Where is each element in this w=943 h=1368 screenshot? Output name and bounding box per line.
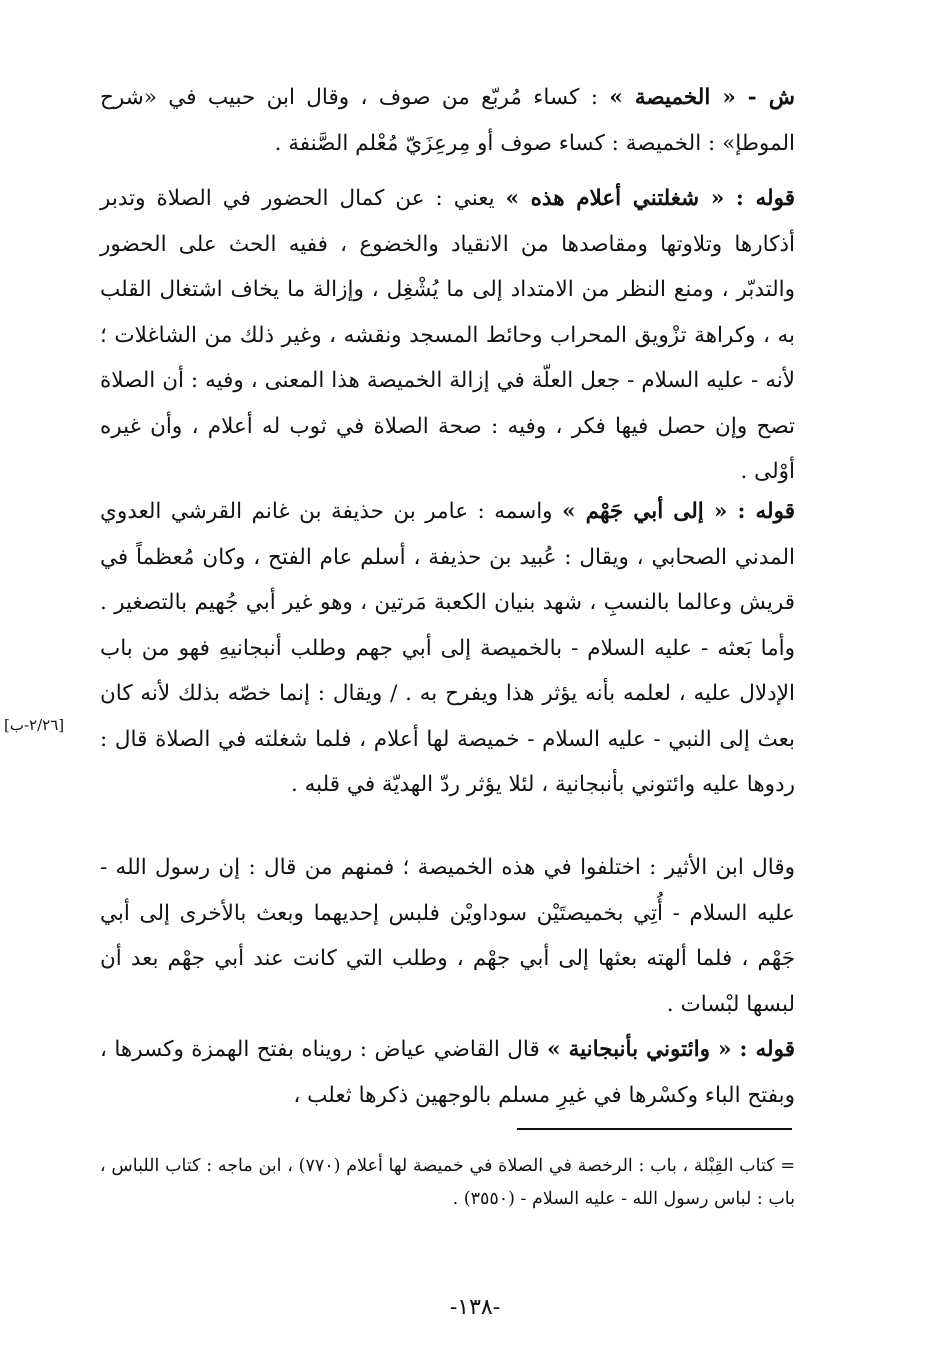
paragraph-text: وقال ابن الأثير : اختلفوا في هذه الخميصة ؛ فمنهم من قال : إن رسول الله - عليه السلام - أُتِي بخميصتَيْن سوداويْن فلبس إحديهما وبعث بالأخرى إلى أبي جَهْم ، فلما ألهته بعثها إلى أبي جهْم ، وطلب التي كانت عند أبي جهْم بعد أن لبسها لبْسات . bbox=[100, 855, 795, 1017]
paragraph-anbijaniyya bbox=[100, 1027, 795, 1118]
paragraph-text: يعني : عن كمال الحضور في الصلاة وتدبر أذكارها وتلاوتها ومقاصدها من الانقياد والخضوع ، ففيه الحث على الحضور والتدبّر ، ومنع النظر من الامتداد إلى ما يُشْغِل ، وإزالة ما يخاف اشتغال القلب به ، وكراهة تزْويق المحراب وحائط المسجد ونقشه ، وغير ذلك من الشاغلات ؛ لأنه - عليه السلام - جعل العلّة في إزالة الخميصة هذا المعنى ، وفيه : أن الصلاة تصح وإن حصل فيها فكر ، وفيه : صحة الصلاة في ثوب له أعلام ، وأن غيره أوْلى . bbox=[100, 186, 795, 484]
paragraph-abi-jahm bbox=[100, 489, 795, 808]
paragraph-lead: ش - « الخميصة » bbox=[609, 85, 795, 110]
paragraph-lead: قوله : « شغلتني أعلام هذه » bbox=[505, 186, 795, 211]
paragraph-ibn-al-athir bbox=[100, 845, 795, 1027]
page-number: -١٣٨- bbox=[449, 1295, 501, 1320]
paragraph-text: واسمه : عامر بن حذيفة بن غانم القرشي العدوي المدني الصحابي ، ويقال : عُبيد بن حذيفة ، أسلم عام الفتح ، وكان مُعظماً في قريش وعالما بالنسبِ ، شهد بنيان الكعبة مَرتين ، وهو غير أبي جُهيم بالتصغير . وأما بَعثه - عليه السلام - بالخميصة إلى أبي جهم وطلب أنبجانيهِ فهو من باب الإدلال عليه ، لعلمه بأنه يؤثر هذا ويفرح به . / ويقال : إنما خصّه بذلك لأنه كان بعث إلى النبي - عليه السلام - خميصة لها أعلام ، فلما شغلته في الصلاة قال : ردوها عليه وائتوني بأنبجانية ، لئلا يؤثر ردّ الهديّة في قلبه . bbox=[100, 499, 795, 797]
paragraph-text: قال القاضي عياض : رويناه بفتح الهمزة وكسرها ، وبفتح الباء وكسْرها في غيرِ مسلم بالوجهين ذكرها ثعلب ، bbox=[100, 1037, 795, 1108]
margin-folio-note: [٢/٢٦-ب] bbox=[4, 716, 65, 734]
paragraph-lead: قوله : « وائتوني بأنبجانية » bbox=[547, 1037, 795, 1062]
footnote-divider bbox=[517, 1128, 792, 1130]
paragraph-khamisa bbox=[100, 75, 795, 166]
paragraph-shaghalatni bbox=[100, 176, 795, 495]
paragraph-lead: قوله : « إلى أبي جَهْم » bbox=[562, 499, 795, 524]
paragraph-text: : كساء مُربّع من صوف ، وقال ابن حبيب في «شرح الموطإ» : الخميصة : كساء صوف أو مِرعِزَيّ مُعْلم الصَّنفة . bbox=[100, 85, 795, 156]
footnote: = كتاب القِبْلة ، باب : الرخصة في الصلاة في خميصة لها أعلام (٧٧٠) ، ابن ماجه : كتاب اللباس ، باب : لباس رسول الله - عليه السلام - (٣٥٥٠) . bbox=[100, 1156, 795, 1209]
